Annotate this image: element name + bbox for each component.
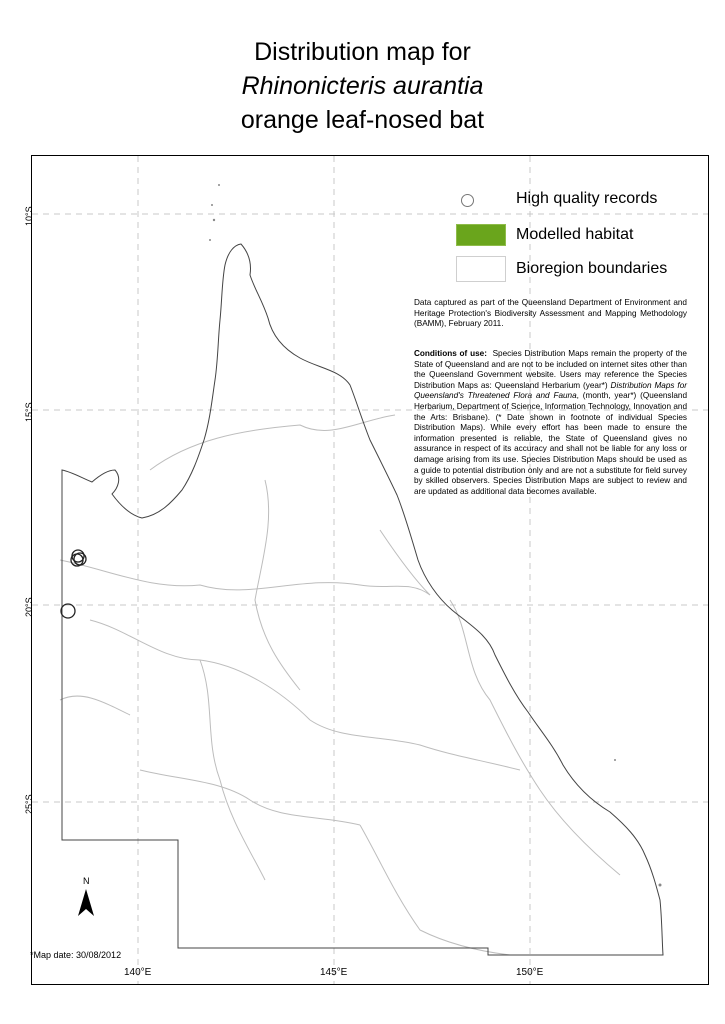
north-arrow-icon [75,875,97,925]
conditions-publication-title: Distribution Maps for Queensland's Threatened Flora and Fauna [414,380,687,401]
conditions-text-1: Species Distribution Maps remain the property of the State of Queensland and are not to be included on internet sites other than the Queensland Government website. Users may reference the Species Distribution Maps as: Queensland Herbarium (year*) [414,349,687,390]
islands [209,184,662,887]
lat-label-20: 20°S [24,597,34,617]
legend-bioregion-label: Bioregion boundaries [516,260,668,277]
data-source-note: Data captured as part of the Queensland Department of Environment and Heritage Protection's Biodiversity Assessment and Mapping Methodology (BAMM), February 2011. [414,298,687,329]
species-scientific-name: Rhinonicteris aurantia [241,72,484,100]
graticule [32,156,708,984]
map-date: *Map date: 30/08/2012 [30,950,122,960]
conditions-of-use-note [414,349,687,497]
lon-label-150: 150°E [516,967,544,978]
map-title: Distribution map for [254,38,471,66]
conditions-heading: Conditions of use: [414,349,487,358]
lat-label-10: 10°S [24,206,34,226]
conditions-text-2: , (month, year*) (Queensland Herbarium, Department of Science, Information Technology, Innovation and the Arts: Brisbane). (* Date shown in footnote of individual Species Distribution Maps). While every effort has been made to ensure the information presented is reliable, the State of Queensland gives no assurance in respect of its accuracy and shall not be liable for any loss or damage arising from its use. Species Distribution Maps should be used as a guide to potential distribution only and are not a substitute for field survey by skilled observers. Species Distribution Maps are subject to review and are updated as additional data becomes available. [414,391,688,496]
lat-label-15: 15°S [24,402,34,422]
legend-habitat-label: Modelled habitat [516,226,634,243]
north-label: N [83,876,90,886]
record-points [61,550,86,618]
legend-records-label: High quality records [516,190,658,207]
habitat-swatch [456,224,506,246]
lon-label-145: 145°E [320,967,348,978]
lat-label-25: 25°S [24,794,34,814]
lon-label-140: 140°E [124,967,152,978]
bioregion-swatch [456,256,506,282]
record-symbol-icon [461,194,474,207]
species-common-name: orange leaf-nosed bat [240,106,485,134]
